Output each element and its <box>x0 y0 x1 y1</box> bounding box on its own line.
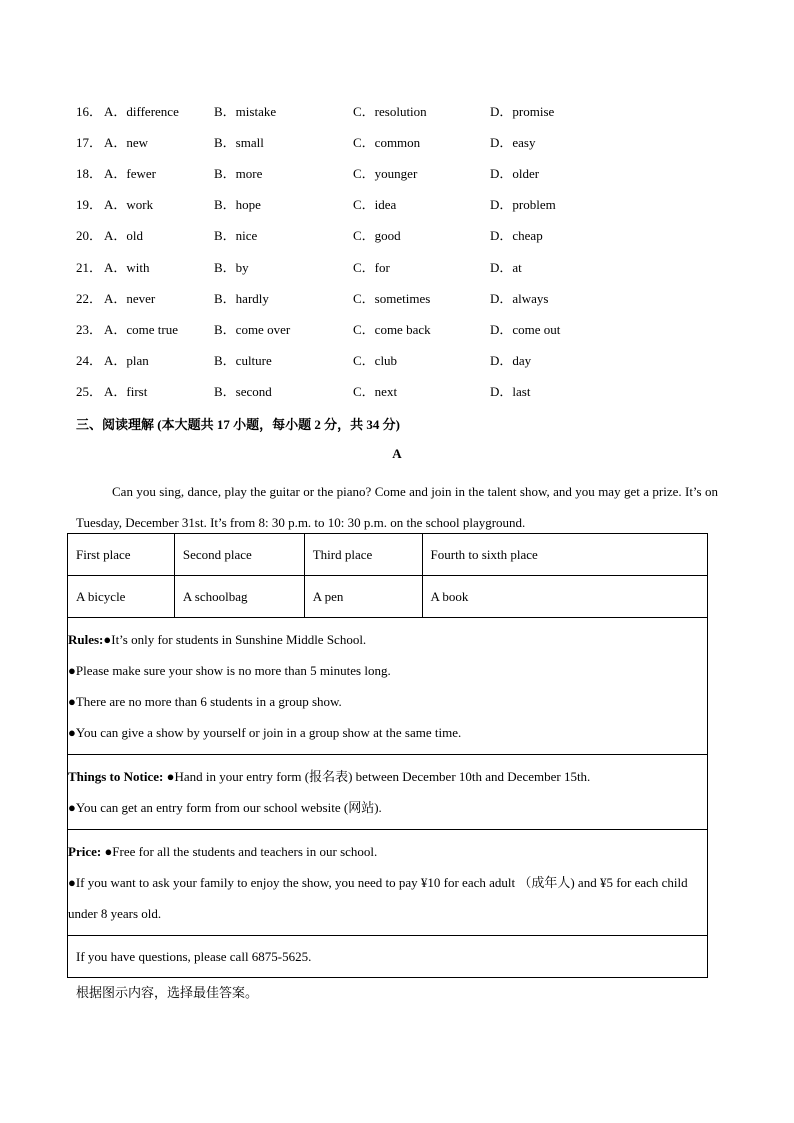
question-instruction: 根据图示内容，选择最佳答案。 <box>76 986 259 1001</box>
option-c: C．resolution <box>353 104 427 119</box>
option-d: D．always <box>490 291 549 306</box>
option-a: A．never <box>104 291 156 306</box>
question-23 <box>76 320 716 340</box>
question-19 <box>76 195 716 215</box>
price-label: Price: <box>68 844 102 859</box>
option-a: A．with <box>104 260 150 275</box>
table-header-row <box>68 534 708 576</box>
notice-label: Things to Notice: <box>68 769 164 784</box>
notice-line: ●You can get an entry form from our school website (网站). <box>68 800 382 815</box>
rule-line: ●Please make sure your show is no more than 5 minutes long. <box>68 663 391 678</box>
option-d: D．cheap <box>490 228 543 243</box>
question-number: 16． <box>76 104 103 119</box>
prize-first: A bicycle <box>68 576 175 618</box>
rules-label: Rules: <box>68 632 104 647</box>
price-row <box>68 830 708 936</box>
option-c: C．club <box>353 353 398 368</box>
option-b: B．hope <box>214 197 261 212</box>
question-17 <box>76 133 716 153</box>
notice-cell <box>68 755 708 830</box>
option-a: A．come true <box>104 322 179 337</box>
question-20 <box>76 226 716 246</box>
question-number: 20． <box>76 228 103 243</box>
prize-third: A pen <box>304 576 422 618</box>
section-heading: 三、阅读理解 (本大题共 17 小题，每小题 2 分，共 34 分) <box>76 417 400 432</box>
option-c: C．for <box>353 260 390 275</box>
question-number: 22． <box>76 291 103 306</box>
option-c: C．idea <box>353 197 397 212</box>
prize-fourth-sixth: A book <box>422 576 707 618</box>
option-d: D．at <box>490 260 522 275</box>
option-b: B．culture <box>214 353 272 368</box>
header-fourth-sixth-place: Fourth to sixth place <box>422 534 707 576</box>
option-d: D．easy <box>490 135 536 150</box>
question-number: 25． <box>76 384 103 399</box>
rule-line: ●You can give a show by yourself or join in a group show at the same time. <box>68 725 462 740</box>
notice-line: ●Hand in your entry form (报名表) between December 10th and December 15th. <box>166 769 591 784</box>
option-b: B．more <box>214 166 263 181</box>
contact-row <box>68 936 708 978</box>
option-d: D．older <box>490 166 540 181</box>
header-third-place: Third place <box>304 534 422 576</box>
talent-show-table <box>67 533 708 978</box>
question-21 <box>76 258 716 278</box>
option-b: B．small <box>214 135 264 150</box>
option-c: C．common <box>353 135 421 150</box>
option-a: A．first <box>104 384 148 399</box>
option-a: A．work <box>104 197 154 212</box>
rules-row <box>68 618 708 755</box>
price-line: ●If you want to ask your family to enjoy the show, you need to pay ¥10 for each adult （成年人) and ¥5 for each child under 8 years old. <box>68 875 688 921</box>
option-b: B．nice <box>214 228 258 243</box>
option-d: D．day <box>490 353 532 368</box>
option-d: D．promise <box>490 104 555 119</box>
option-a: A．difference <box>104 104 179 119</box>
option-c: C．come back <box>353 322 431 337</box>
question-number: 18． <box>76 166 103 181</box>
question-24 <box>76 351 716 371</box>
option-c: C．good <box>353 228 401 243</box>
price-cell <box>68 830 708 936</box>
question-number: 21． <box>76 260 103 275</box>
option-a: A．plan <box>104 353 149 368</box>
option-b: B．by <box>214 260 249 275</box>
header-second-place: Second place <box>174 534 304 576</box>
option-b: B．second <box>214 384 272 399</box>
option-a: A．old <box>104 228 144 243</box>
option-c: C．next <box>353 384 398 399</box>
question-25 <box>76 382 716 402</box>
passage-intro: Can you sing, dance, play the guitar or the piano? Come and join in the talent show, and you may get a prize. It’s on Tuesday, December 31st. It’s from 8: 30 p.m. to 10: 30 p.m. on the school playground. <box>76 484 718 530</box>
option-b: B．hardly <box>214 291 269 306</box>
contact-cell: If you have questions, please call 6875-5625. <box>68 936 708 978</box>
table-prize-row <box>68 576 708 618</box>
rule-line: ●It’s only for students in Sunshine Middle School. <box>103 632 367 647</box>
rule-line: ●There are no more than 6 students in a group show. <box>68 694 342 709</box>
option-c: C．younger <box>353 166 418 181</box>
option-b: B．come over <box>214 322 291 337</box>
rules-cell <box>68 618 708 755</box>
option-d: D．come out <box>490 322 561 337</box>
question-16 <box>76 102 716 122</box>
prize-second: A schoolbag <box>174 576 304 618</box>
option-b: B．mistake <box>214 104 277 119</box>
notice-row <box>68 755 708 830</box>
option-a: A．new <box>104 135 149 150</box>
option-d: D．last <box>490 384 531 399</box>
passage-label: A <box>392 446 402 461</box>
option-d: D．problem <box>490 197 556 212</box>
question-number: 23． <box>76 322 103 337</box>
option-c: C．sometimes <box>353 291 431 306</box>
price-line: ●Free for all the students and teachers in our school. <box>104 844 378 859</box>
question-number: 24． <box>76 353 103 368</box>
option-a: A．fewer <box>104 166 156 181</box>
question-number: 19． <box>76 197 103 212</box>
question-22 <box>76 289 716 309</box>
header-first-place: First place <box>68 534 175 576</box>
question-number: 17． <box>76 135 103 150</box>
question-18 <box>76 164 716 184</box>
